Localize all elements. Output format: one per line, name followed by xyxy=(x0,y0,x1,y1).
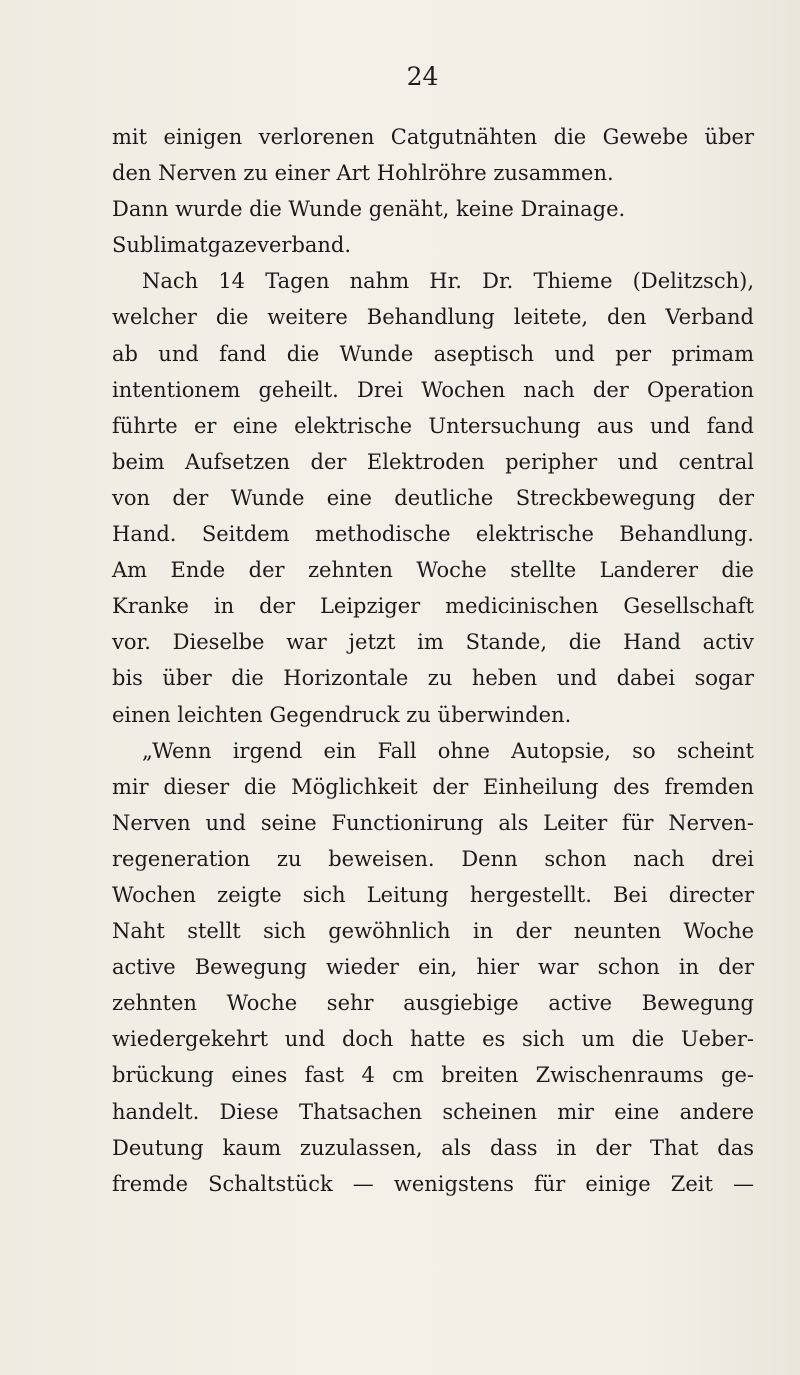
text-line: Kranke in der Leipziger medicinischen Gesellschaft xyxy=(112,594,754,619)
body-text xyxy=(112,119,754,1202)
text-line: intentionem geheilt. Drei Wochen nach der Operation xyxy=(112,377,754,402)
text-line: brückung eines fast 4 cm breiten Zwischenraums ge- xyxy=(112,1063,754,1088)
text-line: Deutung kaum zuzulassen, als dass in der That das xyxy=(112,1135,754,1160)
text-line: bis über die Horizontale zu heben und dabei sogar xyxy=(112,666,754,691)
text-line: „Wenn irgend ein Fall ohne Autopsie, so scheint xyxy=(142,738,754,763)
text-line: Wochen zeigte sich Leitung hergestellt. Bei directer xyxy=(112,882,754,907)
text-line: fremde Schaltstück — wenigstens für einige Zeit — xyxy=(112,1171,754,1196)
text-line: Nach 14 Tagen nahm Hr. Dr. Thieme (Delitzsch), xyxy=(142,269,754,294)
text-line: wiedergekehrt und doch hatte es sich um die Ueber- xyxy=(112,1027,754,1052)
text-line: mit einigen verlorenen Catgutnähten die Gewebe über xyxy=(112,125,754,149)
text-line: Nerven und seine Functionirung als Leiter für Nerven- xyxy=(112,810,754,835)
page-number: 24 xyxy=(406,62,439,91)
text-line: von der Wunde eine deutliche Streckbewegung der xyxy=(112,485,754,510)
text-line: ab und fand die Wunde aseptisch und per primam xyxy=(112,341,754,366)
text-line: zehnten Woche sehr ausgiebige active Bewegung xyxy=(112,991,754,1016)
text-line: führte er eine elektrische Untersuchung aus und fand xyxy=(112,413,754,438)
text-line: Naht stellt sich gewöhnlich in der neunten Woche xyxy=(112,919,754,944)
text-line: active Bewegung wieder ein, hier war schon in der xyxy=(112,955,754,980)
text-line: Am Ende der zehnten Woche stellte Landerer die xyxy=(112,558,754,583)
text-line: Dann wurde die Wunde genäht, keine Drainage. xyxy=(112,197,626,222)
text-line: Hand. Seitdem methodische elektrische Behandlung. xyxy=(112,522,754,547)
text-line: Sublimatgazeverband. xyxy=(112,233,352,258)
text-line: handelt. Diese Thatsachen scheinen mir eine andere xyxy=(112,1099,754,1124)
text-line: einen leichten Gegendruck zu überwinden. xyxy=(112,702,572,727)
text-line: mir dieser die Möglichkeit der Einheilung des fremden xyxy=(112,774,754,799)
text-line: den Nerven zu einer Art Hohlröhre zusammen. xyxy=(112,161,614,186)
text-line: vor. Dieselbe war jetzt im Stande, die Hand activ xyxy=(112,630,754,655)
text-line: regeneration zu beweisen. Denn schon nach drei xyxy=(112,846,754,871)
text-line: welcher die weitere Behandlung leitete, den Verband xyxy=(112,305,754,330)
text-line: beim Aufsetzen der Elektroden peripher und central xyxy=(112,449,754,474)
